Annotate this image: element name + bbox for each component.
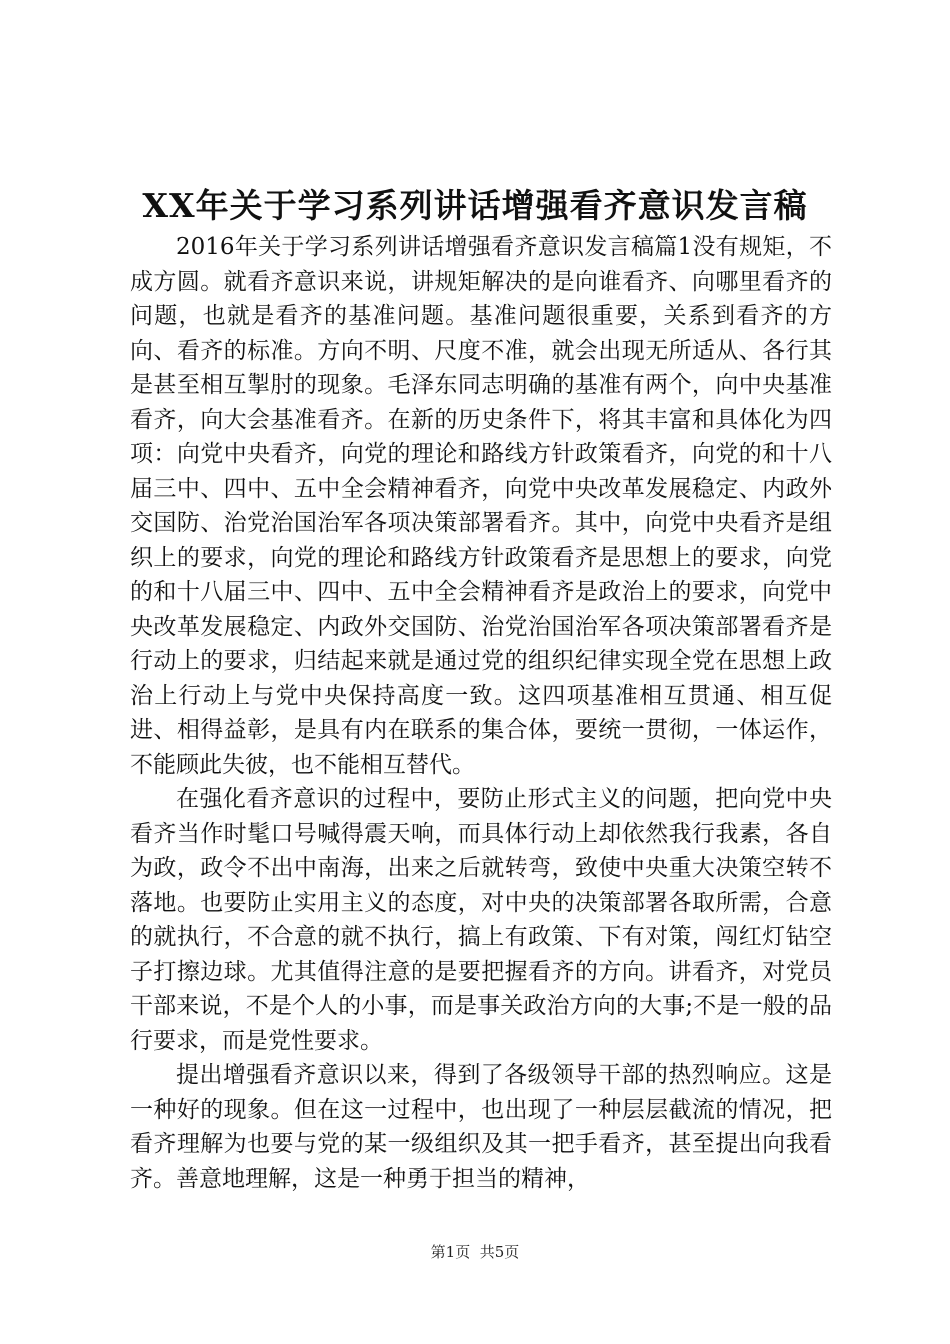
- document-body: [130, 230, 832, 1196]
- paragraph-1: 2016年关于学习系列讲话增强看齐意识发言稿篇1没有规矩，不成方圆。就看齐意识来说，讲规矩解决的是向谁看齐、向哪里看齐的问题，也就是看齐的基准问题。基准问题很重要，关系到看齐的方向、看齐的标准。方向不明、尺度不准，就会出现无所适从、各行其是甚至相互掣肘的现象。毛泽东同志明确的基准有两个，向中央基准看齐，向大会基准看齐。在新的历史条件下，将其丰富和具体化为四项：向党中央看齐，向党的理论和路线方针政策看齐，向党的和十八届三中、四中、五中全会精神看齐，向党中央改革发展稳定、内政外交国防、治党治国治军各项决策部署看齐。其中，向党中央看齐是组织上的要求，向党的理论和路线方针政策看齐是思想上的要求，向党的和十八届三中、四中、五中全会精神看齐是政治上的要求，向党中央改革发展稳定、内政外交国防、治党治国治军各项决策部署看齐是行动上的要求，归结起来就是通过党的组织纪律实现全党在思想上政治上行动上与党中央保持高度一致。这四项基准相互贯通、相互促进、相得益彰，是具有内在联系的集合体，要统一贯彻，一体运作，不能顾此失彼，也不能相互替代。: [130, 234, 832, 778]
- paragraph-3: 提出增强看齐意识以来，得到了各级领导干部的热烈响应。这是一种好的现象。但在这一过程中，也出现了一种层层截流的情况，把看齐理解为也要与党的某一级组织及其一把手看齐，甚至提出向我看齐。善意地理解，这是一种勇于担当的精神，: [130, 1062, 832, 1192]
- page-footer: [0, 1242, 950, 1262]
- page-total: 共5页: [479, 1243, 520, 1261]
- paragraph-2: 在强化看齐意识的过程中，要防止形式主义的问题，把向党中央看齐当作时髦口号喊得震天响，而具体行动上却依然我行我素，各自为政，政令不出中南海，出来之后就转弯，致使中央重大决策空转不落地。也要防止实用主义的态度，对中央的决策部署各取所需，合意的就执行，不合意的就不执行，搞上有政策、下有对策，闯红灯钻空子打擦边球。尤其值得注意的是要把握看齐的方向。讲看齐，对党员干部来说，不是个人的小事，而是事关政治方向的大事;不是一般的品行要求，而是党性要求。: [130, 786, 832, 1054]
- page-number: 第1页: [430, 1243, 471, 1261]
- document-title: XX年关于学习系列讲话增强看齐意识发言稿: [142, 186, 808, 225]
